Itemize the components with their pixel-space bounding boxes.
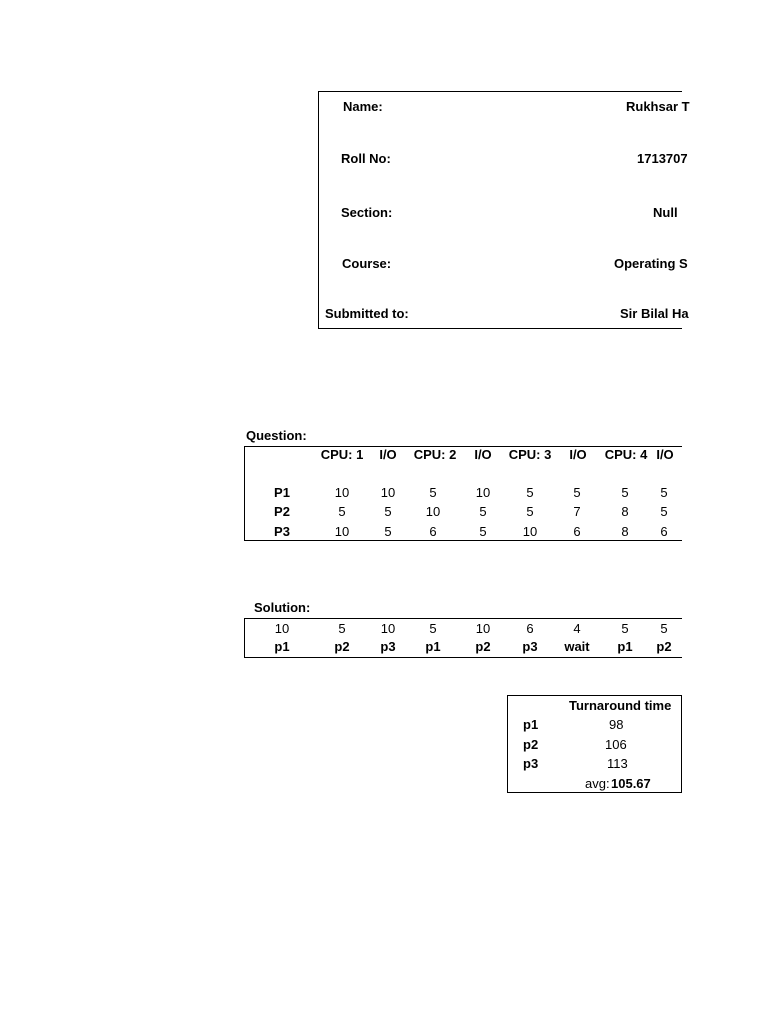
table-cell: 6: [429, 524, 437, 539]
gantt-time: 5: [660, 621, 668, 636]
header-cell: CPU: 2: [413, 447, 457, 462]
header-cell: I/O: [656, 447, 674, 462]
table-cell: 10: [522, 524, 538, 539]
gantt-time: 6: [526, 621, 534, 636]
gantt-process: p2: [334, 639, 350, 654]
table-cell: 5: [526, 485, 534, 500]
table-cell: 10: [380, 485, 396, 500]
roll-no-label: Roll No:: [341, 151, 391, 166]
gantt-process: wait: [564, 639, 590, 654]
table-cell: 8: [621, 524, 629, 539]
header-cell: CPU: 1: [320, 447, 364, 462]
header-cell: I/O: [569, 447, 587, 462]
turnaround-box: [507, 695, 682, 793]
header-cell: CPU: 3: [508, 447, 552, 462]
table-cell: 5: [621, 485, 629, 500]
table-cell: 10: [475, 485, 491, 500]
table-cell: 7: [573, 504, 581, 519]
turnaround-header: Turnaround time: [569, 698, 672, 713]
name-value: Rukhsar T: [626, 99, 690, 114]
header-cell: CPU: 4: [604, 447, 648, 462]
gantt-time: 5: [621, 621, 629, 636]
gantt-process: p3: [522, 639, 538, 654]
question-table: [244, 446, 682, 541]
gantt-process: p2: [475, 639, 491, 654]
table-cell: 5: [479, 504, 487, 519]
name-label: Name:: [343, 99, 383, 114]
table-cell: 5: [479, 524, 487, 539]
table-cell: 5: [338, 504, 346, 519]
table-cell: 8: [621, 504, 629, 519]
course-value: Operating S: [614, 256, 688, 271]
gantt-time: 10: [380, 621, 396, 636]
solution-title: Solution:: [254, 600, 311, 615]
section-label: Section:: [341, 205, 393, 220]
course-label: Course:: [342, 256, 392, 271]
gantt-process: p1: [425, 639, 441, 654]
section-value: Null: [653, 205, 678, 220]
header-cell: I/O: [474, 447, 492, 462]
average-value: 105.67: [611, 776, 651, 791]
header-cell: I/O: [379, 447, 397, 462]
table-cell: 5: [573, 485, 581, 500]
table-cell: 10: [334, 524, 350, 539]
turnaround-value-p3: 113: [607, 756, 628, 771]
gantt-time: 10: [274, 621, 290, 636]
gantt-time: 4: [573, 621, 581, 636]
table-cell: 5: [384, 504, 392, 519]
table-cell: 5: [429, 485, 437, 500]
gantt-process: p1: [274, 639, 290, 654]
table-cell: 5: [526, 504, 534, 519]
table-cell: 5: [384, 524, 392, 539]
table-cell: 6: [660, 524, 668, 539]
gantt-time: 5: [338, 621, 346, 636]
row-label-p2: P2: [274, 504, 290, 519]
table-cell: 6: [573, 524, 581, 539]
question-title: Question:: [246, 428, 307, 443]
table-cell: 10: [334, 485, 350, 500]
roll-no-value: 1713707: [637, 151, 688, 166]
turnaround-label-p3: p3: [523, 756, 539, 771]
gantt-time: 5: [429, 621, 437, 636]
gantt-process: p2: [656, 639, 672, 654]
turnaround-label-p2: p2: [523, 737, 539, 752]
average-label: avg:: [585, 776, 610, 791]
gantt-process: p3: [380, 639, 396, 654]
submitted-to-label: Submitted to:: [325, 306, 409, 321]
solution-gantt-table: [244, 618, 682, 658]
table-cell: 5: [660, 504, 668, 519]
turnaround-value-p2: 106: [605, 737, 627, 752]
row-label-p3: P3: [274, 524, 290, 539]
submitted-to-value: Sir Bilal Ha: [620, 306, 689, 321]
row-label-p1: P1: [274, 485, 290, 500]
turnaround-label-p1: p1: [523, 717, 539, 732]
gantt-process: p1: [617, 639, 633, 654]
table-cell: 10: [425, 504, 441, 519]
turnaround-value-p1: 98: [609, 717, 624, 732]
table-cell: 5: [660, 485, 668, 500]
gantt-time: 10: [475, 621, 491, 636]
student-info-box: [318, 91, 690, 329]
